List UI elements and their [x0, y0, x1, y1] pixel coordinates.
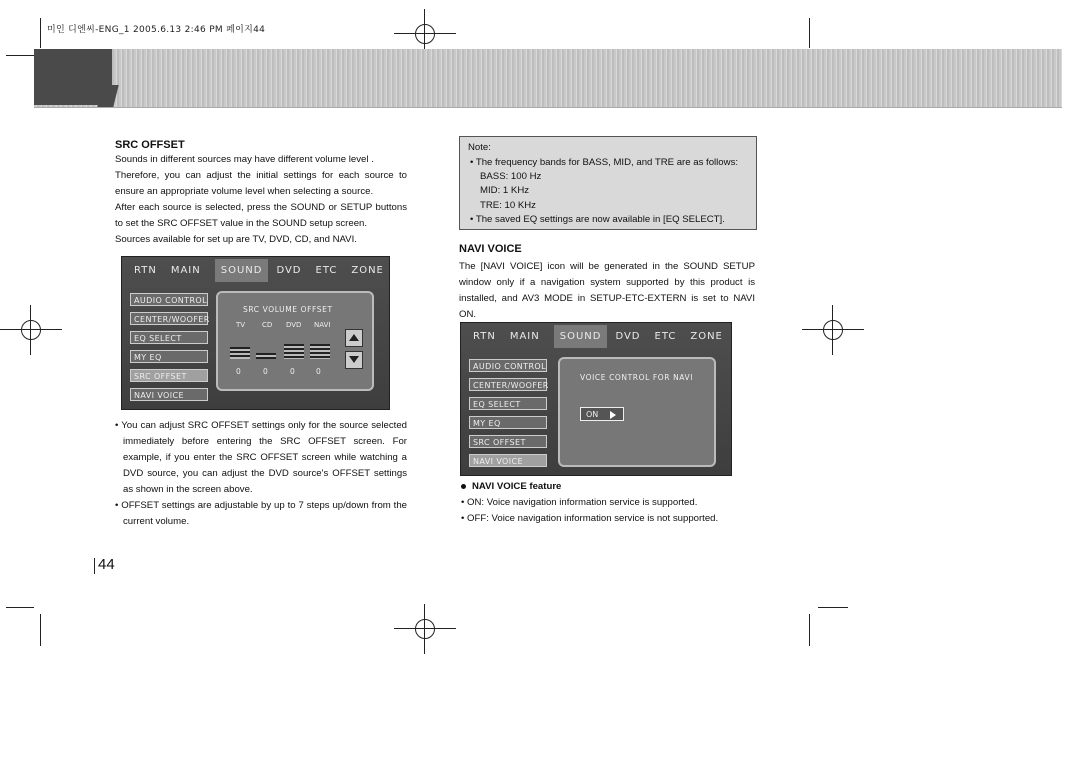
- value-navi: 0: [316, 367, 321, 376]
- menu-sound: SOUND: [554, 325, 608, 348]
- value-cd: 0: [263, 367, 268, 376]
- menu-rtn: RTN: [473, 330, 496, 342]
- bullet-item: • OFF: Voice navigation information service is not supported.: [461, 513, 719, 524]
- down-arrow-button: [345, 351, 363, 369]
- bullet-item: • ON: Voice navigation information service is supported.: [461, 497, 698, 508]
- side-item-eq-select: EQ SELECT: [130, 331, 208, 344]
- panel-title: VOICE CONTROL FOR NAVI: [580, 373, 694, 382]
- crop-mark: [40, 18, 41, 48]
- note-line: • The frequency bands for BASS, MID, and TRE are as follows:: [470, 157, 739, 168]
- screen-menubar: [461, 323, 731, 349]
- menu-sound: SOUND: [215, 259, 269, 282]
- menu-zone: ZONE: [690, 330, 723, 342]
- src-volume-panel: [216, 291, 374, 391]
- side-item-center-woofer: CENTER/WOOFER: [469, 378, 547, 391]
- value-tv: 0: [236, 367, 241, 376]
- side-item-my-eq: MY EQ: [130, 350, 208, 363]
- col-label-dvd: DVD: [286, 321, 302, 329]
- menu-zone: ZONE: [351, 264, 384, 276]
- bullet-item: • OFFSET settings are adjustable by up to 7 steps up/down from the current volume.: [115, 500, 407, 527]
- side-item-audio-control: AUDIO CONTROL: [130, 293, 208, 306]
- side-item-navi-voice: NAVI VOICE: [130, 388, 208, 401]
- print-mark: 미인 디엔씨-ENG_1 2005.6.13 2:46 PM 페이지44: [47, 25, 266, 35]
- header-band: [34, 49, 1062, 108]
- crop-mark: [40, 614, 41, 646]
- menu-dvd: DVD: [276, 264, 302, 276]
- bullet-item: • You can adjust SRC OFFSET settings only for the source selected immediately before entering the SRC OFFSET screen. For example, if you enter the SRC OFFSET screen while watching a DVD source, you can adjust the DVD source's OFFSET settings as shown in the screen above.: [115, 420, 407, 495]
- src-offset-intro: [115, 152, 407, 248]
- level-bar-cd: [256, 353, 276, 359]
- panel-title: SRC VOLUME OFFSET: [243, 305, 333, 314]
- col-label-navi: NAVI: [314, 321, 331, 329]
- side-item-src-offset: SRC OFFSET: [469, 435, 547, 448]
- section-heading-navi-voice: NAVI VOICE: [459, 243, 522, 255]
- note-line: • The saved EQ settings are now available in [EQ SELECT].: [470, 213, 725, 225]
- screen-menubar: [122, 257, 389, 283]
- menu-main: MAIN: [170, 264, 201, 276]
- navi-voice-screenshot: [460, 322, 732, 476]
- paragraph: After each source is selected, press the SOUND or SETUP buttons to set the SRC OFFSET value in the SOUND setup screen.: [115, 202, 407, 229]
- section-heading-src-offset: SRC OFFSET: [115, 139, 185, 151]
- level-bar-dvd: [284, 344, 304, 359]
- level-bar-navi: [310, 344, 330, 359]
- paragraph: Sources available for set up are TV, DVD, CD, and NAVI.: [115, 234, 357, 245]
- bullet-dot-icon: [461, 484, 466, 489]
- crop-mark: [6, 55, 34, 56]
- menu-etc: ETC: [315, 264, 338, 276]
- side-item-center-woofer: CENTER/WOOFER: [130, 312, 208, 325]
- down-arrow-icon: [349, 356, 359, 363]
- menu-dvd: DVD: [615, 330, 641, 342]
- play-arrow-icon: [610, 411, 616, 419]
- page-number-rule: [94, 558, 95, 574]
- navi-feature-bullets: [461, 495, 757, 527]
- crop-mark: [809, 18, 810, 48]
- navi-voice-intro: The [NAVI VOICE] icon will be generated in the SOUND SETUP window only if a navigation system supported by this product is installed, and AV3 MODE in SETUP-ETC-EXTERN is set to NAVI ON.: [459, 261, 755, 320]
- feature-title-text: NAVI VOICE feature: [472, 481, 562, 492]
- src-offset-bullets: [115, 418, 407, 530]
- up-arrow-button: [345, 329, 363, 347]
- crop-mark: [809, 614, 810, 646]
- navi-voice-toggle: [580, 407, 624, 421]
- toggle-value: ON: [586, 410, 599, 419]
- note-box: [459, 136, 757, 230]
- src-offset-screenshot: [121, 256, 390, 410]
- side-item-src-offset: SRC OFFSET: [130, 369, 208, 382]
- menu-etc: ETC: [654, 330, 677, 342]
- navi-voice-panel: [558, 357, 716, 467]
- registration-mark: [802, 305, 864, 355]
- side-item-my-eq: MY EQ: [469, 416, 547, 429]
- page-number: 44: [98, 556, 115, 573]
- paragraph: Sounds in different sources may have different volume level .: [115, 154, 374, 165]
- col-label-cd: CD: [262, 321, 273, 329]
- paragraph: Therefore, you can adjust the initial settings for each source to ensure an appropriate volume level when selecting a source.: [115, 170, 407, 197]
- crop-mark: [818, 607, 848, 608]
- note-line: MID: 1 KHz: [480, 185, 530, 197]
- side-item-eq-select: EQ SELECT: [469, 397, 547, 410]
- value-dvd: 0: [290, 367, 295, 376]
- col-label-tv: TV: [236, 321, 246, 329]
- up-arrow-icon: [349, 334, 359, 341]
- level-bar-tv: [230, 347, 250, 359]
- note-line: TRE: 10 KHz: [480, 199, 536, 211]
- registration-mark: [0, 305, 62, 355]
- navi-feature-title: [461, 481, 561, 492]
- registration-mark: [394, 604, 456, 654]
- side-item-navi-voice: NAVI VOICE: [469, 454, 547, 467]
- menu-main: MAIN: [509, 330, 540, 342]
- note-title: Note:: [468, 142, 491, 153]
- menu-rtn: RTN: [134, 264, 157, 276]
- note-line: BASS: 100 Hz: [480, 171, 542, 183]
- side-item-audio-control: AUDIO CONTROL: [469, 359, 547, 372]
- note-lines: [470, 156, 738, 227]
- crop-mark: [6, 607, 34, 608]
